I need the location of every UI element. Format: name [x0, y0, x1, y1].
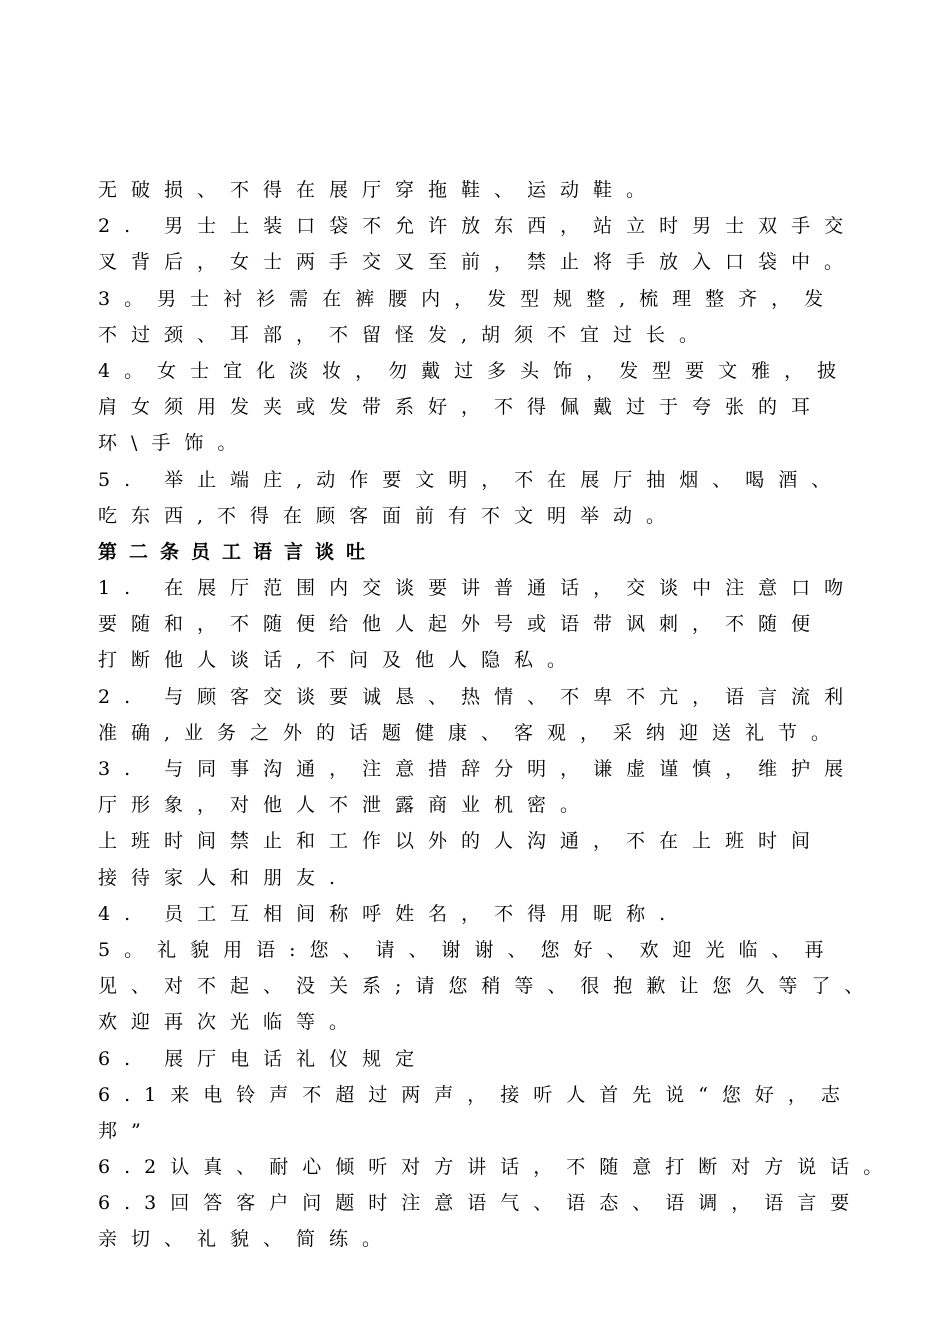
text-line: 2. 与顾客交谈要诚恳、热情、不卑不亢，语言流利: [98, 685, 858, 708]
text-line: 厅形象，对他人不泄露商业机密。: [98, 794, 594, 817]
text-line: 要随和，不随便给他人起外号或语带讽刺，不随便: [98, 613, 825, 636]
text-line: 2. 男士上装口袋不允许放东西，站立时男士双手交: [98, 215, 858, 238]
text-line: 无破损、不得在展厅穿拖鞋、运动鞋。: [98, 179, 660, 201]
text-line: 3. 与同事沟通，注意措辞分明，谦虚谨慎，维护展: [98, 758, 858, 780]
text-line: 1. 在展厅范围内交谈要讲普通话，交谈中注意口吻: [98, 577, 858, 600]
text-line: 打断他人谈话,不问及他人隐私。: [98, 649, 581, 672]
text-line: 5。礼貌用语:您、请、谢谢、您好、欢迎光临、再: [98, 938, 838, 961]
text-line: 6.2认真、耐心倾听对方讲话，不随意打断对方说话。: [98, 1156, 897, 1179]
text-line: 叉背后，女士两手交叉至前，禁止将手放入口袋中。: [98, 251, 858, 274]
text-line: 接待家人和朋友.: [98, 866, 350, 889]
text-line: 5. 举止端庄,动作要文明，不在展厅抽烟、喝酒、: [98, 468, 845, 491]
text-line: 不过颈、耳部，不留怪发,胡须不宜过长。: [98, 323, 713, 346]
text-line: 准确,业务之外的话题健康、客观，采纳迎送礼节。: [98, 721, 845, 744]
text-line: 环\手饰。: [98, 432, 251, 455]
text-line: 6. 展厅电话礼仪规定: [98, 1047, 429, 1070]
text-line: 4。女士宜化淡妆，勿戴过多头饰，发型要文雅，披: [98, 359, 851, 382]
text-line: 欢迎再次光临等。: [98, 1011, 363, 1034]
text-line: 上班时间禁止和工作以外的人沟通，不在上班时间: [98, 830, 825, 853]
section-heading: 第二条员工语言谈吐: [98, 540, 378, 563]
text-line: 6.3回答客户问题时注意语气、语态、语调，语言要: [98, 1192, 864, 1215]
text-line: 吃东西,不得在顾客面前有不文明举动。: [98, 504, 680, 527]
text-line: 4. 员工互相间称呼姓名，不得用昵称.: [98, 902, 680, 925]
text-line: 6.1来电铃声不超过两声，接听人首先说“您好，志: [98, 1083, 854, 1106]
text-line: 邦”: [98, 1119, 155, 1142]
text-line: 亲切、礼貌、简练。: [98, 1228, 396, 1251]
text-line: 3。男士衬衫需在裤腰内，发型规整,梳理整齐，发: [98, 287, 838, 310]
text-line: 肩女须用发夹或发带系好，不得佩戴过于夸张的耳: [98, 396, 825, 419]
text-line: 见、对不起、没关系;请您稍等、很抱歉让您久等了、: [98, 975, 878, 998]
document-body: [98, 172, 897, 1258]
